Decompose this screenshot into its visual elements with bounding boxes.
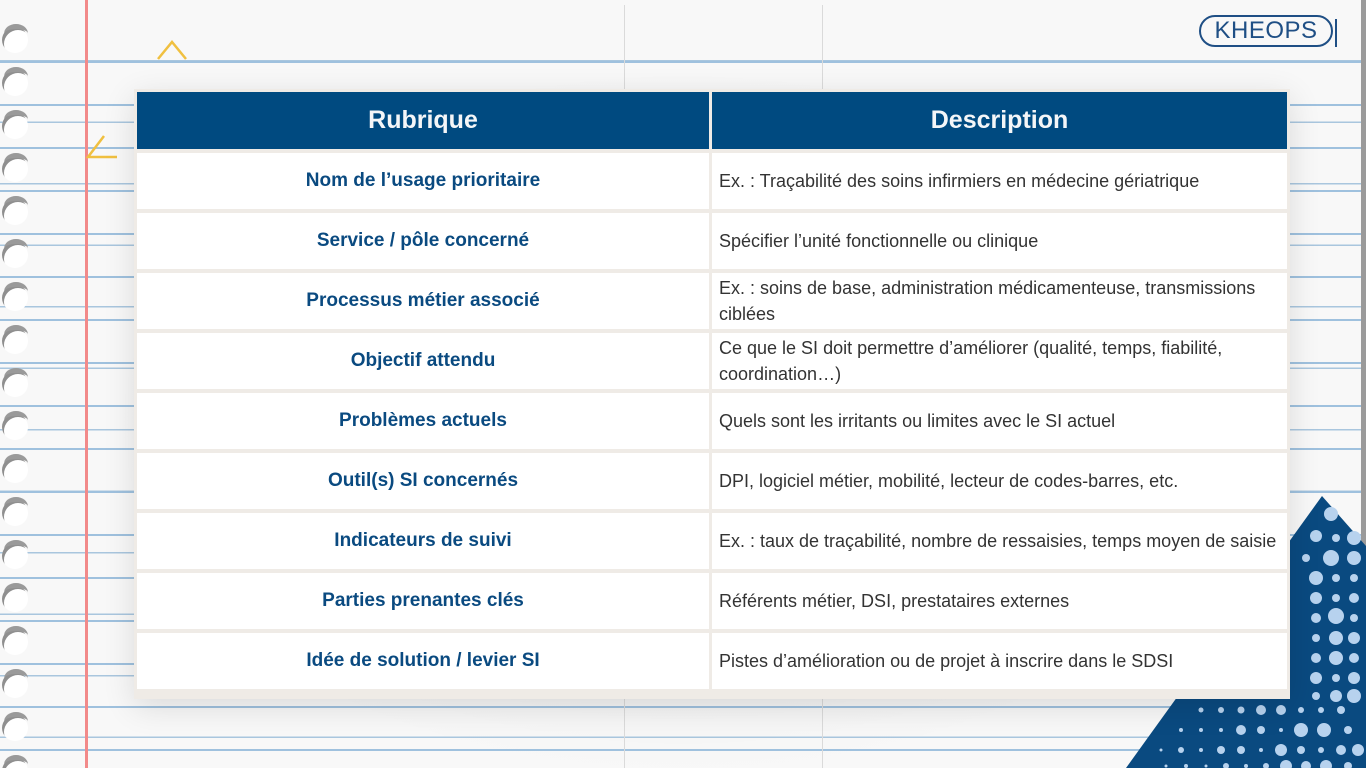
description-cell: Quels sont les irritants ou limites avec le SI actuel [712,393,1287,449]
usage-table [134,88,1290,693]
kheops-logo [1199,15,1333,47]
description-cell: Ex. : soins de base, administration médicamenteuse, transmissions ciblées [712,273,1287,329]
description-cell: Ce que le SI doit permettre d’améliorer (qualité, temps, fiabilité, coordination…) [712,333,1287,389]
margin-line [85,0,88,768]
description-cell: Référents métier, DSI, prestataires externes [712,573,1287,629]
table-row [137,273,1287,329]
column-header-rubrique: Rubrique [137,92,709,149]
table-row [137,633,1287,689]
table-row [137,453,1287,509]
description-cell: Ex. : taux de traçabilité, nombre de ressaisies, temps moyen de saisie [712,513,1287,569]
rubrique-cell: Outil(s) SI concernés [137,453,709,509]
column-header-description: Description [712,92,1287,149]
rubrique-cell: Indicateurs de suivi [137,513,709,569]
table-row [137,153,1287,209]
table-header-row [137,92,1287,149]
table-row [137,573,1287,629]
rubrique-cell: Processus métier associé [137,273,709,329]
angle-decoration-icon [84,133,120,161]
rubrique-cell: Nom de l’usage prioritaire [137,153,709,209]
usage-table-card [134,89,1290,699]
description-cell: Spécifier l’unité fonctionnelle ou clinique [712,213,1287,269]
table-row [137,393,1287,449]
rubrique-cell: Service / pôle concerné [137,213,709,269]
description-cell: DPI, logiciel métier, mobilité, lecteur de codes-barres, etc. [712,453,1287,509]
description-cell: Pistes d’amélioration ou de projet à inscrire dans le SDSI [712,633,1287,689]
table-row [137,333,1287,389]
table-row [137,213,1287,269]
rubrique-cell: Idée de solution / levier SI [137,633,709,689]
description-cell: Ex. : Traçabilité des soins infirmiers en médecine gériatrique [712,153,1287,209]
rubrique-cell: Objectif attendu [137,333,709,389]
caret-up-icon [155,38,191,62]
table-row [137,513,1287,569]
rubrique-cell: Problèmes actuels [137,393,709,449]
logo-text: KHEOPS [1214,17,1318,44]
rubrique-cell: Parties prenantes clés [137,573,709,629]
